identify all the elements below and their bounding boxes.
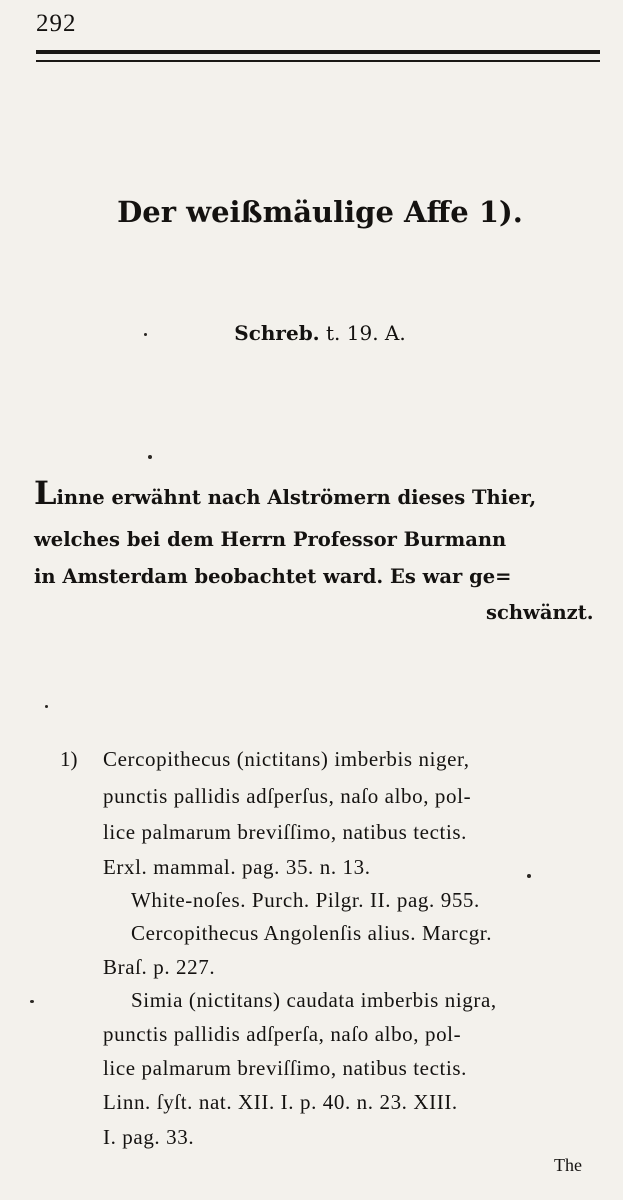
ink-speck	[45, 705, 48, 708]
footnote-line: Linn. ſyſt. nat. XII. I. p. 40. n. 23. XIII.	[103, 1090, 458, 1114]
reference-rest: t. 19. A.	[326, 321, 406, 345]
footnote-line: lice palmarum breviſſimo, natibus tectis.	[103, 820, 468, 844]
reference-prefix: Schreb.	[234, 321, 320, 345]
paragraph-line-4: schwänzt.	[486, 601, 594, 624]
footnote-line: Erxl. mammal. pag. 35. n. 13.	[103, 855, 371, 879]
footnote-line: punctis pallidis adſperſus, naſo albo, pol-	[103, 784, 472, 808]
reference-line	[0, 321, 623, 345]
footnote-line: White-noſes. Purch. Pilgr. II. pag. 955.	[131, 888, 480, 912]
footnote-line: punctis pallidis adſperſa, naſo albo, pol-	[103, 1022, 462, 1046]
paragraph-line-2: welches bei dem Herrn Professor Burmann	[34, 528, 507, 551]
ink-speck	[144, 333, 147, 336]
ink-speck	[527, 874, 531, 878]
footnote-line: Cercopithecus (nictitans) imberbis niger,	[103, 747, 470, 771]
catchword: The	[554, 1155, 582, 1175]
ink-speck	[30, 1000, 34, 1003]
footnote-line: lice palmarum breviſſimo, natibus tectis.	[103, 1056, 468, 1080]
header-rule-thick	[36, 50, 600, 54]
footnote-line: Cercopithecus Angolenſis alius. Marcgr.	[131, 921, 493, 945]
paragraph-line-3: in Amsterdam beobachtet ward. Es war ge=	[34, 565, 512, 588]
paragraph-line-1-text: inne erwähnt nach Alströmern dieses Thier,	[56, 486, 537, 509]
ink-speck	[148, 455, 152, 459]
page-number: 292	[36, 10, 77, 37]
drop-initial: L	[34, 474, 57, 512]
paragraph-line-1	[34, 474, 537, 512]
footnote-line: Simia (nictitans) caudata imberbis nigra,	[131, 988, 497, 1012]
header-rule-thin	[36, 60, 600, 62]
chapter-title: Der weißmäulige Affe 1).	[117, 195, 523, 229]
footnote-line: Braſ. p. 227.	[103, 955, 216, 979]
footnote-marker: 1)	[60, 747, 78, 771]
footnote-line: I. pag. 33.	[103, 1125, 195, 1149]
